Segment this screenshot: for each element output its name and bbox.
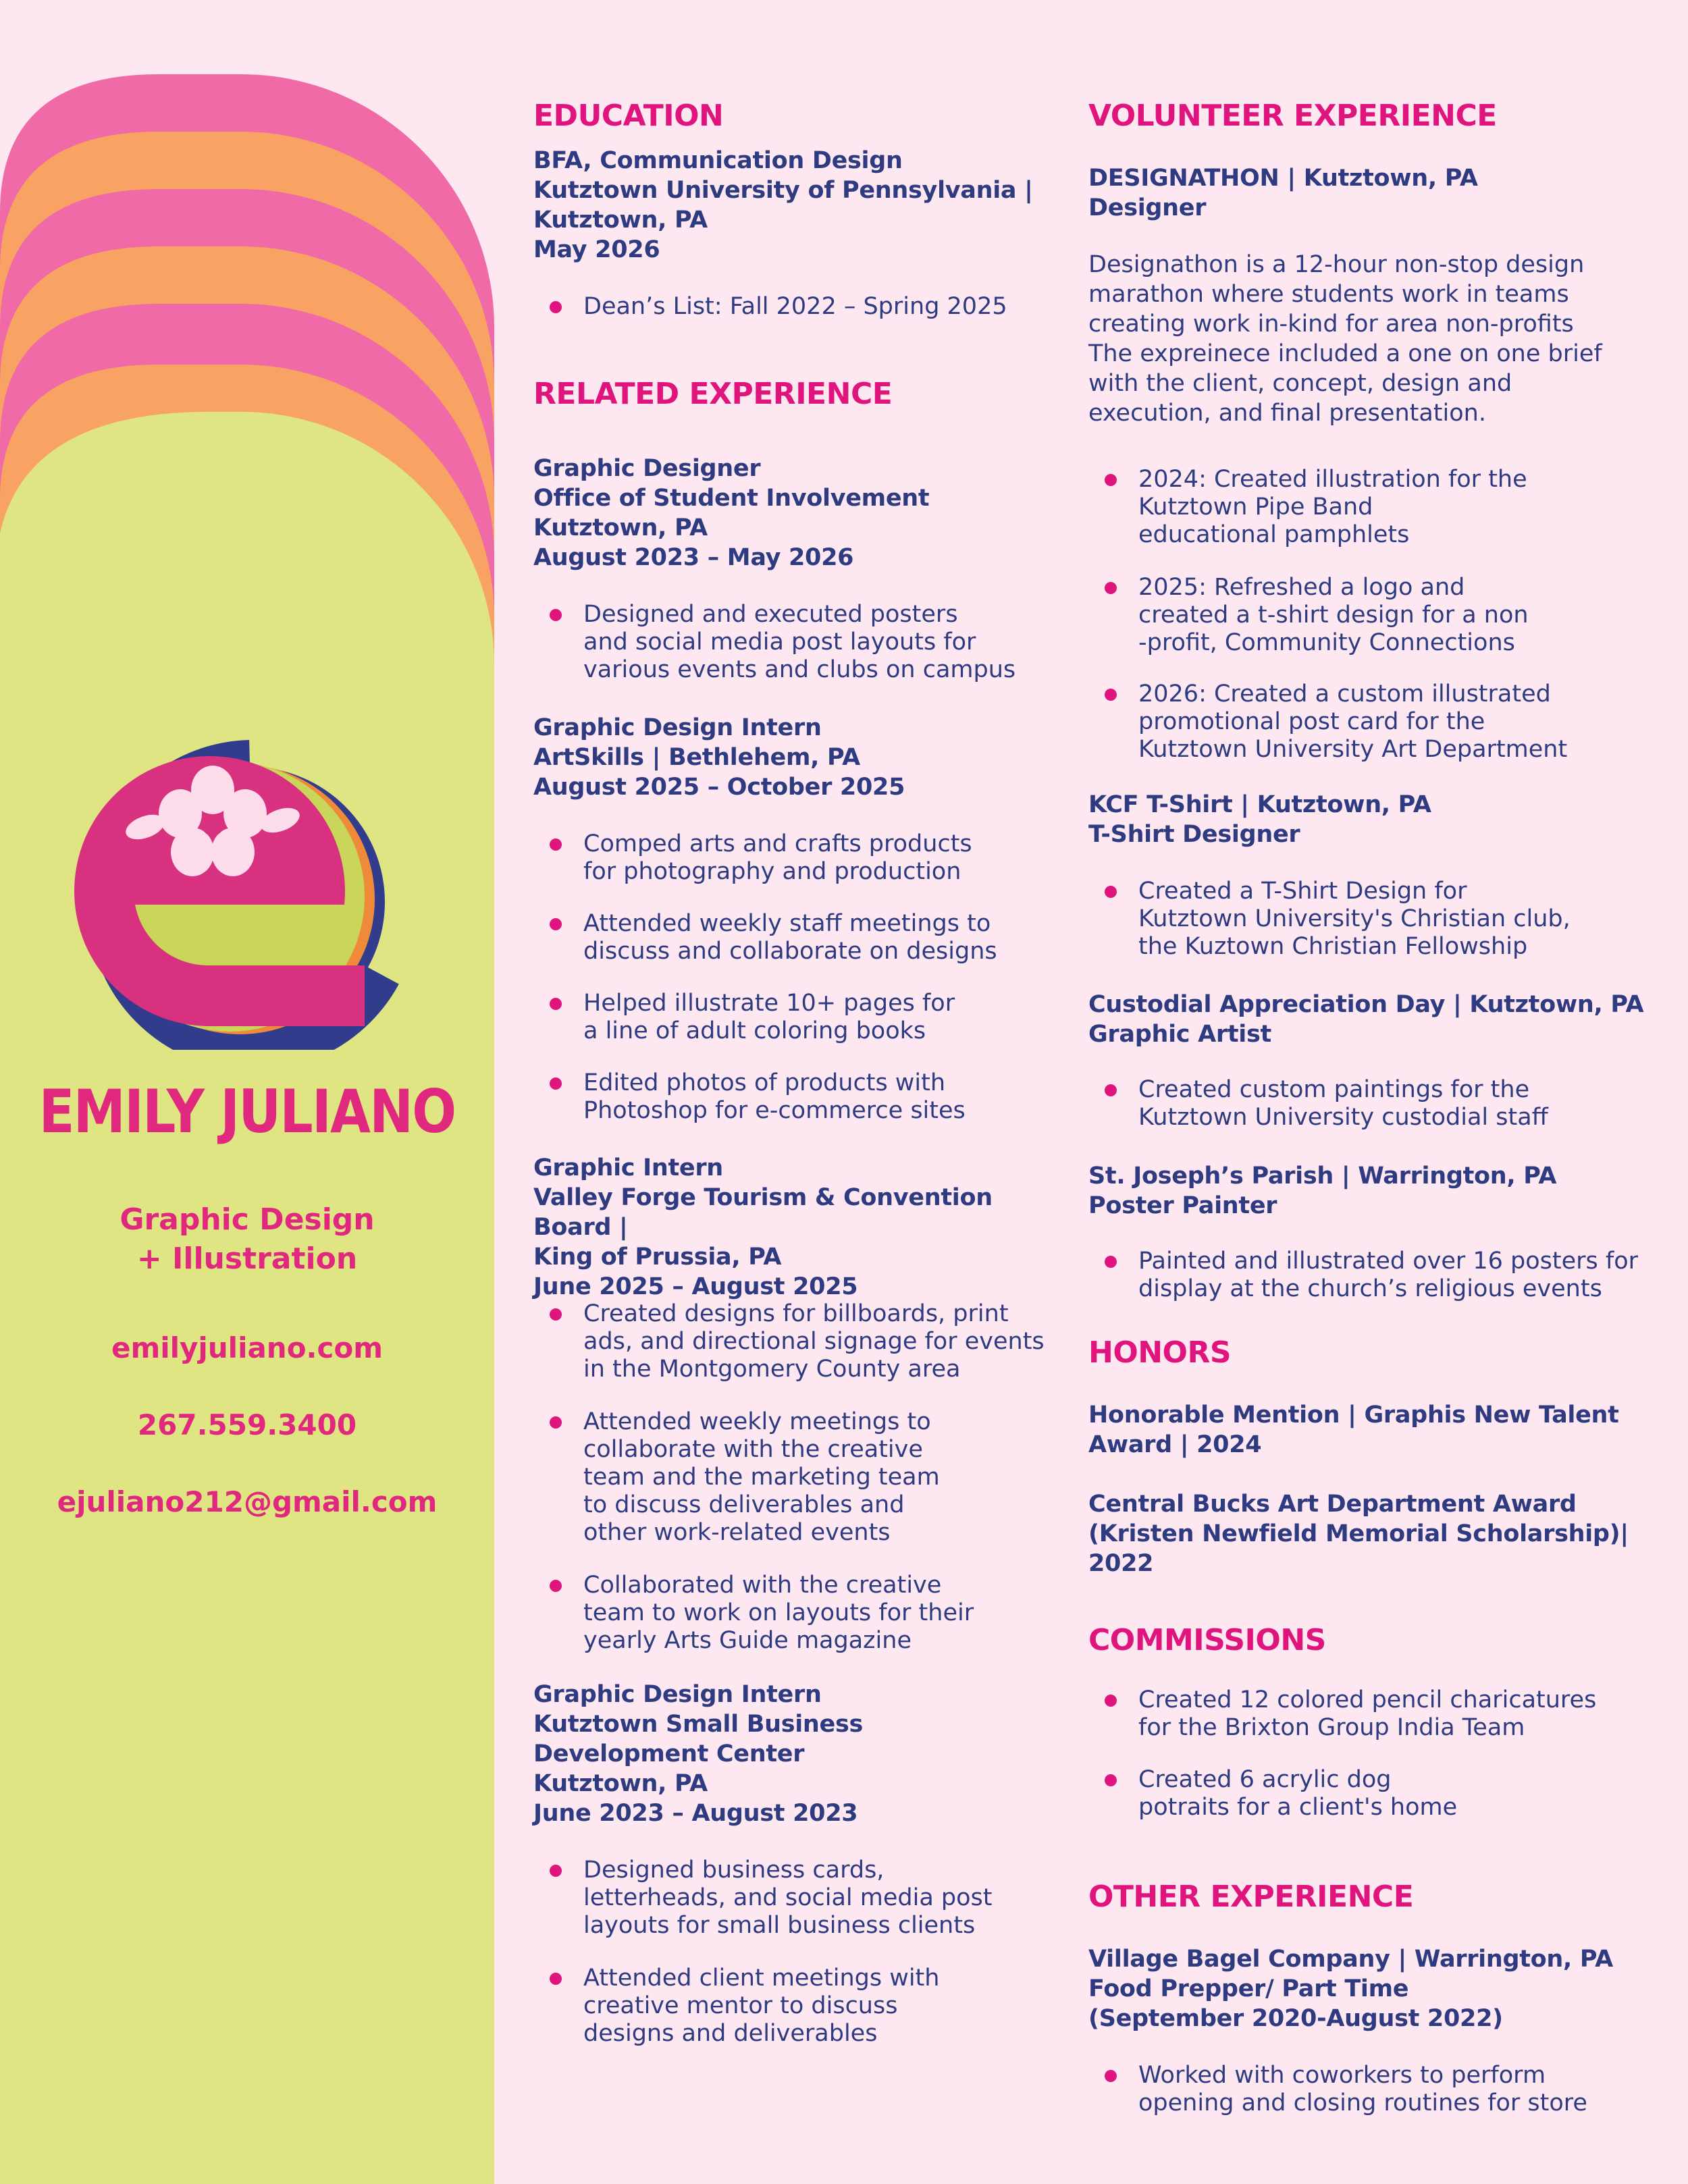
job-bullet: Comped arts and crafts products for photography and production bbox=[533, 830, 972, 886]
tagline-line-2: + Illustration bbox=[136, 1242, 358, 1276]
other-bullet: Worked with coworkers to perform opening and closing routines for store bbox=[1088, 2062, 1587, 2117]
commission-bullet: Created 6 acrylic dog potraits for a client's home bbox=[1088, 1766, 1457, 1821]
volunteer-bullet: Created a T-Shirt Design for Kutztown University's Christian club, the Kuztown Christian Fellowship bbox=[1088, 878, 1571, 961]
applicant-name: EMILY JULIANO bbox=[38, 1077, 456, 1146]
volunteer-title-block: St. Joseph’s Parish | Warrington, PA Poster Painter bbox=[1088, 1163, 1557, 1219]
volunteer-bullet: 2025: Refreshed a logo and created a t-shirt design for a non -profit, Community Connections bbox=[1088, 574, 1529, 657]
volunteer-bullet: 2024: Created illustration for the Kutztown Pipe Band educational pamphlets bbox=[1088, 466, 1527, 549]
bullet-dot-icon bbox=[550, 1580, 562, 1592]
tagline-line-1: Graphic Design bbox=[120, 1202, 375, 1237]
job-bullet: Attended weekly staff meetings to discuss and collaborate on designs bbox=[533, 910, 997, 965]
volunteer-bullet: Created custom paintings for the Kutztown University custodial staff bbox=[1088, 1076, 1548, 1131]
bullet-dot-icon bbox=[550, 1416, 562, 1429]
job-bullet: Created designs for billboards, print ads, and directional signage for events in the Montgomery County area bbox=[533, 1300, 1045, 1383]
bullet-dot-icon bbox=[550, 1077, 562, 1090]
letter-e-flower-logo-icon bbox=[68, 739, 419, 1050]
volunteer-bullet: Painted and illustrated over 16 posters for display at the church’s religious events bbox=[1088, 1248, 1638, 1303]
bullet-dot-icon bbox=[1105, 689, 1117, 701]
job-title-block: Graphic Design Intern Kutztown Small Business Development Center Kutztown, PA June 2023 – August 2023 bbox=[533, 1681, 864, 1827]
volunteer-bullet: 2026: Created a custom illustrated promotional post card for the Kutztown University Art Department bbox=[1088, 681, 1567, 764]
bullet-dot-icon bbox=[550, 1865, 562, 1877]
job-bullet: Helped illustrate 10+ pages for a line of adult coloring books bbox=[533, 990, 955, 1045]
bullet-dot-icon bbox=[1105, 582, 1117, 594]
bullet-dot-icon bbox=[550, 609, 562, 621]
job-bullet: Collaborated with the creative team to work on layouts for their yearly Arts Guide magazine bbox=[533, 1572, 974, 1655]
education-bullet: Dean’s List: Fall 2022 – Spring 2025 bbox=[533, 293, 1007, 321]
bullet-dot-icon bbox=[550, 301, 562, 313]
volunteer-description: Designathon is a 12-hour non-stop design marathon where students work in teams creating work in-kind for area non-profits The expreinece included a one on one brief with the client, concept, design and execution, and final presentation. bbox=[1088, 251, 1602, 427]
other-title-block: Village Bagel Company | Warrington, PA Food Prepper/ Part Time (September 2020-August 2022) bbox=[1088, 1946, 1613, 2032]
job-bullet: Designed and executed posters and social media post layouts for various events and clubs on campus bbox=[533, 601, 1016, 684]
bullet-dot-icon bbox=[1105, 474, 1117, 486]
related-experience-heading: RELATED EXPERIENCE bbox=[533, 377, 893, 411]
website-link[interactable]: emilyjuliano.com bbox=[111, 1331, 384, 1364]
bullet-dot-icon bbox=[1105, 2070, 1117, 2082]
other-experience-heading: OTHER EXPERIENCE bbox=[1088, 1880, 1414, 1914]
volunteer-title-block: DESIGNATHON | Kutztown, PA Designer bbox=[1088, 165, 1478, 221]
honors-heading: HONORS bbox=[1088, 1335, 1232, 1370]
job-bullet: Designed business cards, letterheads, and social media post layouts for small business clients bbox=[533, 1857, 993, 1940]
bullet-dot-icon bbox=[550, 1973, 562, 1985]
bullet-dot-icon bbox=[550, 918, 562, 930]
volunteer-title-block: KCF T-Shirt | Kutztown, PA T-Shirt Designer bbox=[1088, 791, 1431, 848]
bullet-dot-icon bbox=[550, 838, 562, 851]
bullet-dot-icon bbox=[1105, 1695, 1117, 1707]
education-heading: EDUCATION bbox=[533, 99, 724, 133]
job-bullet: Edited photos of products with Photoshop for e-commerce sites bbox=[533, 1069, 966, 1125]
bullet-dot-icon bbox=[550, 1308, 562, 1321]
email-link[interactable]: ejuliano212@gmail.com bbox=[57, 1485, 438, 1518]
sidebar bbox=[0, 0, 494, 2184]
honor-item: Central Bucks Art Department Award (Kristen Newfield Memorial Scholarship)| 2022 bbox=[1088, 1491, 1629, 1577]
commissions-heading: COMMISSIONS bbox=[1088, 1623, 1326, 1657]
job-bullet: Attended client meetings with creative mentor to discuss designs and deliverables bbox=[533, 1965, 939, 2048]
bullet-dot-icon bbox=[1105, 886, 1117, 898]
job-bullet: Attended weekly meetings to collaborate with the creative team and the marketing team to discuss deliverables and other work-related events bbox=[533, 1408, 940, 1547]
commission-bullet: Created 12 colored pencil charicatures for the Brixton Group India Team bbox=[1088, 1686, 1596, 1742]
job-title-block: Graphic Design Intern ArtSkills | Bethlehem, PA August 2025 – October 2025 bbox=[533, 714, 905, 801]
tagline bbox=[0, 1200, 494, 1279]
bullet-dot-icon bbox=[1105, 1256, 1117, 1268]
volunteer-title-block: Custodial Appreciation Day | Kutztown, PA Graphic Artist bbox=[1088, 991, 1644, 1048]
bullet-dot-icon bbox=[1105, 1774, 1117, 1786]
bullet-dot-icon bbox=[550, 998, 562, 1010]
phone-number[interactable]: 267.559.3400 bbox=[137, 1408, 357, 1441]
bullet-dot-icon bbox=[1105, 1084, 1117, 1096]
education-details: BFA, Communication Design Kutztown University of Pennsylvania | Kutztown, PA May 2026 bbox=[533, 147, 1033, 263]
job-title-block: Graphic Designer Office of Student Involvement Kutztown, PA August 2023 – May 2026 bbox=[533, 455, 930, 571]
honor-item: Honorable Mention | Graphis New Talent Award | 2024 bbox=[1088, 1402, 1619, 1458]
job-title-block: Graphic Intern Valley Forge Tourism & Convention Board | King of Prussia, PA June 2025 – August 2025 bbox=[533, 1154, 993, 1300]
volunteer-heading: VOLUNTEER EXPERIENCE bbox=[1088, 99, 1497, 133]
